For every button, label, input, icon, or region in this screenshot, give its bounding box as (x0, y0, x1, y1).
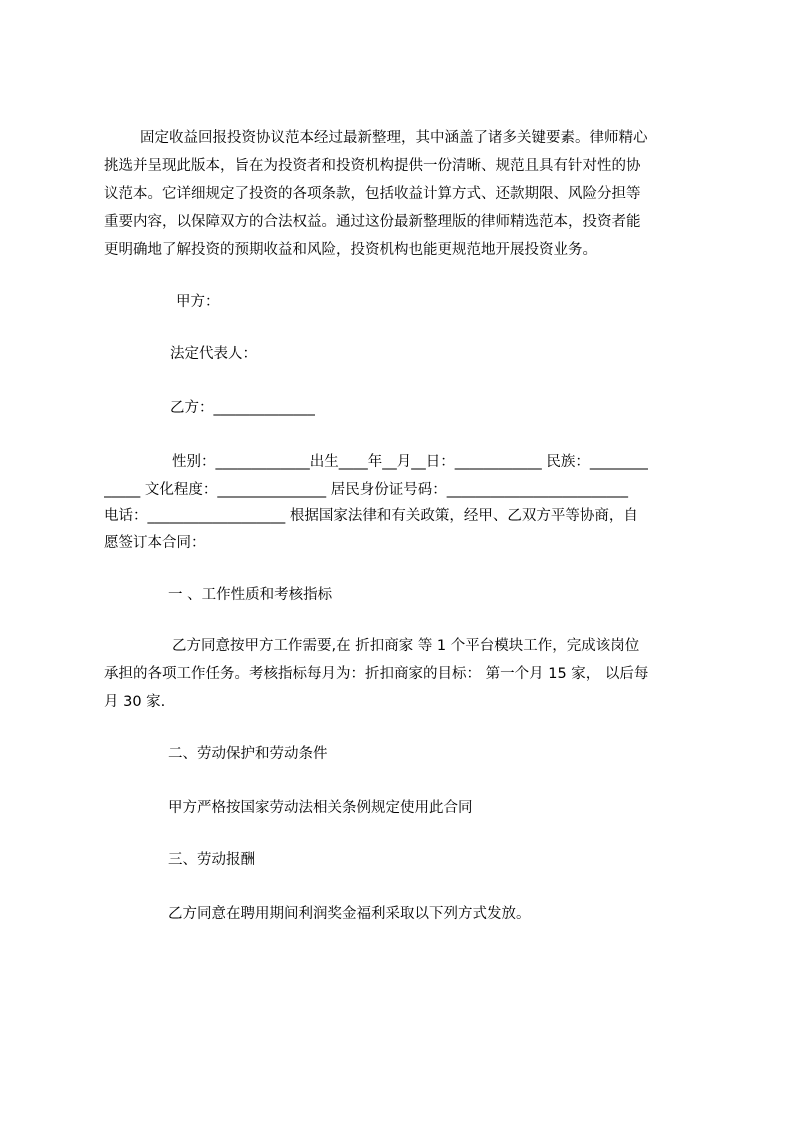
party-b-label: 乙方：______________ (170, 400, 315, 416)
intro-paragraph-line-4: 重要内容，以保障双方的合法权益。通过这份最新整理版的律师精选范本，投资者能 (104, 214, 641, 230)
section-2-title: 二、劳动保护和劳动条件 (168, 746, 328, 762)
section-3-body: 乙方同意在聘用期间利润奖金福利采取以下列方式发放。 (168, 906, 531, 922)
intro-paragraph-line-3: 议范本。它详细规定了投资的各项条款，包括收益计算方式、还款期限、风险分担等 (104, 186, 641, 202)
intro-paragraph-line-2: 挑选并呈现此版本，旨在为投资者和投资机构提供一份清晰、规范且具有针对性的协 (104, 158, 641, 174)
section-2-body: 甲方严格按国家劳动法相关条例规定使用此合同 (168, 800, 473, 816)
personal-info-line-1: 性别：_____________出生____年__月__日：____________ 民族：________ (172, 454, 648, 470)
personal-info-line-2: _____ 文化程度：_______________ 居民身份证号码：_________________________ (104, 482, 628, 498)
section-1-body-line-3: 月 30 家. (104, 694, 166, 710)
legal-representative-label: 法定代表人： (170, 346, 257, 362)
section-3-title: 三、劳动报酬 (168, 852, 255, 868)
section-1-body-line-2: 承担的各项工作任务。考核指标每月为：折扣商家的目标： 第一个月 15 家， 以后每 (104, 666, 649, 682)
intro-paragraph-line-1: 固定收益回报投资协议范本经过最新整理，其中涵盖了诸多关键要素。律师精心 (140, 130, 648, 146)
section-1-body-line-1: 乙方同意按甲方工作需要,在 折扣商家 等 1 个平台模块工作，完成该岗位 (172, 638, 640, 654)
personal-info-line-3: 电话：___________________ 根据国家法律和有关政策，经甲、乙双方平等协商，自 (104, 508, 638, 524)
intro-paragraph-line-5: 更明确地了解投资的预期收益和风险，投资机构也能更规范地开展投资业务。 (104, 242, 597, 258)
personal-info-line-4: 愿签订本合同： (104, 535, 206, 551)
party-a-label: 甲方： (176, 294, 220, 310)
section-1-title: 一 、工作性质和考核指标 (168, 587, 333, 603)
